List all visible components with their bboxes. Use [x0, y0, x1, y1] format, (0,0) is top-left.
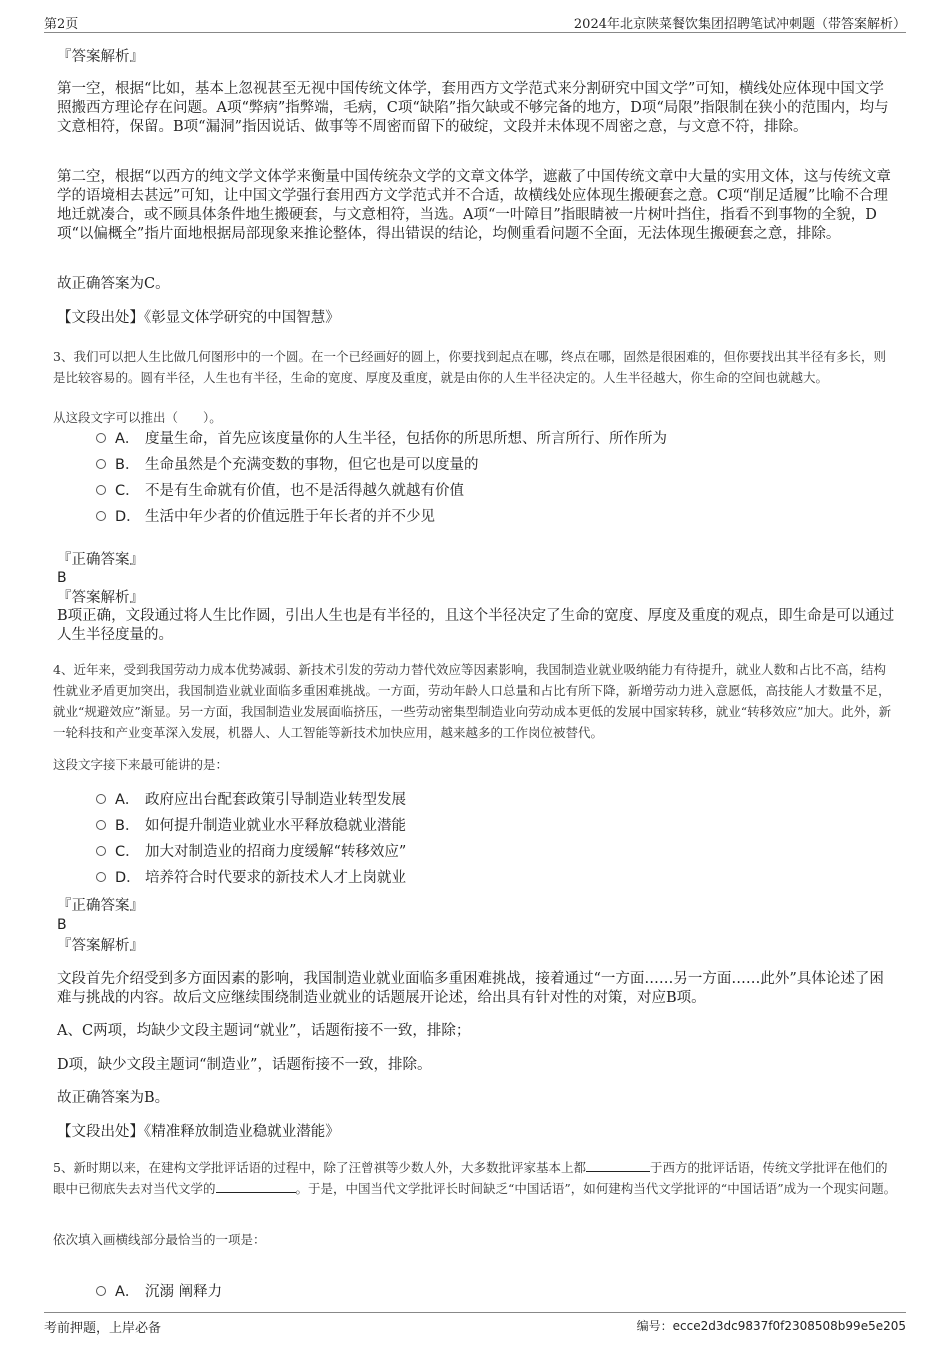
q2-analysis-label: 『答案解析』 — [57, 49, 144, 65]
q4-option-b[interactable]: B． 如何提升制造业就业水平释放稳就业潜能 — [96, 816, 406, 836]
q4-correct-answer: B — [57, 917, 67, 933]
q4-option-c[interactable]: C． 加大对制造业的招商力度缓解“转移效应” — [96, 842, 406, 862]
radio-icon[interactable] — [96, 485, 106, 495]
q4-option-a[interactable]: A． 政府应出台配套政策引导制造业转型发展 — [96, 790, 406, 810]
radio-icon[interactable] — [96, 872, 106, 882]
q4-analysis-para1: 文段首先介绍受到多方面因素的影响，我国制造业就业面临多重困难挑战，接着通过“一方面……另一方面……此外”具体论述了困难与挑战的内容。故后文应继续围绕制造业就业的话题展开论述，给出具有针对性的对策，对应B项。 — [57, 971, 884, 1006]
radio-icon[interactable] — [96, 511, 106, 521]
q5-ask: 依次填入画横线部分最恰当的一项是： — [53, 1232, 266, 1247]
q2-conclusion: 故正确答案为C。 — [57, 276, 170, 292]
page-footer — [44, 1312, 906, 1337]
q4-analysis-para3: D项，缺少文段主题词“制造业”，话题衔接不一致，排除。 — [57, 1057, 432, 1073]
q5-stem-part2: 于西方的批评话语，传统文学批评在他们的眼中已彻底失去对当代文学的 — [53, 1160, 888, 1196]
q5-stem-part3: 。于是，中国当代文学批评长时间缺乏“中国话语”，如何建构当代文学批评的“中国话语”成为一个现实问题。 — [295, 1181, 897, 1196]
radio-icon[interactable] — [96, 1286, 106, 1296]
q3-ask: 从这段文字可以推出（ ）。 — [53, 410, 222, 425]
q5-stem — [53, 1157, 898, 1199]
q3-analysis-label: 『答案解析』 — [57, 590, 144, 606]
q4-analysis-para2: A、C两项，均缺少文段主题词“就业”，话题衔接不一致，排除； — [57, 1023, 471, 1039]
q5-option-a[interactable]: A． 沉溺 阐释力 — [96, 1282, 222, 1302]
page-header — [44, 10, 906, 33]
q3-option-c[interactable]: C． 不是有生命就有价值，也不是活得越久就越有价值 — [96, 481, 464, 501]
q4-source: 【文段出处】《精准释放制造业稳就业潜能》 — [57, 1124, 340, 1140]
page-number: 第2页 — [44, 17, 79, 32]
document-title: 2024年北京陕菜餐饮集团招聘笔试冲刺题（带答案解析） — [573, 17, 906, 32]
q4-stem: 4、近年来，受到我国劳动力成本优势减弱、新技术引发的劳动力替代效应等因素影响，我国制造业就业吸纳能力有待提升，就业人数和占比不高，结构性就业矛盾更加突出，我国制造业就业面临多重困难挑战。一方面，劳动年龄人口总量和占比有所下降，新增劳动力进入意愿低，高技能人才数量不足，就业“规避效应”渐显。另一方面，我国制造业发展面临挤压，一些劳动密集型制造业向劳动成本更低的发展中国家转移，就业“转移效应”加大。此外，新一轮科技和产业变革深入发展，机器人、人工智能等新技术加快应用，越来越多的工作岗位被替代。 — [53, 662, 892, 740]
q3-analysis: B项正确，文段通过将人生比作圆，引出人生也是有半径的，且这个半径决定了生命的宽度、厚度及重度的观点，即生命是可以通过人生半径度量的。 — [57, 608, 895, 643]
document-id: 编号：ecce2d3dc9837f0f2308508b99e5e205 — [636, 1319, 906, 1333]
q3-correct-answer: B — [57, 570, 67, 586]
q4-correct-label: 『正确答案』 — [57, 898, 144, 914]
radio-icon[interactable] — [96, 846, 106, 856]
blank-2 — [216, 1180, 296, 1193]
q2-analysis-para1: 第一空，根据“比如，基本上忽视甚至无视中国传统文体学，套用西方文学范式来分割研究中国文学”可知，横线处应体现中国文学照搬西方理论存在问题。A项“弊病”指弊端，毛病，C项“缺陷”指欠缺或不够完备的地方，D项“局限”指限制在狭小的范围内，均与文意相符，保留。B项“漏洞”指因说话、做事等不周密而留下的破绽，文段并未体现不周密之意，与文意不符，排除。 — [57, 81, 889, 135]
footer-slogan: 考前押题，上岸必备 — [44, 1321, 162, 1336]
q4-option-d[interactable]: D． 培养符合时代要求的新技术人才上岗就业 — [96, 868, 406, 888]
radio-icon[interactable] — [96, 820, 106, 830]
radio-icon[interactable] — [96, 459, 106, 469]
q3-option-a[interactable]: A． 度量生命，首先应该度量你的人生半径，包括你的所思所想、所言所行、所作所为 — [96, 429, 667, 449]
q4-analysis-label: 『答案解析』 — [57, 938, 144, 954]
q3-correct-label: 『正确答案』 — [57, 552, 144, 568]
q2-analysis-para2: 第二空，根据“以西方的纯文学文体学来衡量中国传统杂文学的文章文体学，遮蔽了中国传统文章中大量的实用文体，这与传统文章学的语境相去甚远”可知，让中国文学强行套用西方文学范式并不合适，故横线处应体现生搬硬套之意。C项“削足适履”比喻不合理地迁就凑合，或不顾具体条件地生搬硬套，与文意相符，当选。A项“一叶障目”指眼睛被一片树叶挡住，指看不到事物的全貌，D项“以偏概全”指片面地根据局部现象来推论整体，得出错误的结论，均侧重看问题不全面，无法体现生搬硬套之意，排除。 — [57, 169, 891, 242]
q2-source: 【文段出处】《彰显文体学研究的中国智慧》 — [57, 310, 340, 326]
q3-option-d[interactable]: D． 生活中年少者的价值远胜于年长者的并不少见 — [96, 507, 435, 527]
radio-icon[interactable] — [96, 794, 106, 804]
q3-option-b[interactable]: B． 生命虽然是个充满变数的事物，但它也是可以度量的 — [96, 455, 479, 475]
radio-icon[interactable] — [96, 433, 106, 443]
q5-stem-part1: 5、新时期以来，在建构文学批评话语的过程中，除了汪曾祺等少数人外，大多数批评家基本上都 — [53, 1160, 586, 1175]
q4-conclusion: 故正确答案为B。 — [57, 1090, 170, 1106]
q4-ask: 这段文字接下来最可能讲的是： — [53, 757, 229, 772]
q3-stem: 3、我们可以把人生比做几何图形中的一个圆。在一个已经画好的圆上，你要找到起点在哪，终点在哪，固然是很困难的，但你要找出其半径有多长，则是比较容易的。圆有半径，人生也有半径，生命的宽度、厚度及重度，就是由你的人生半径决定的。人生半径越大，你生命的空间也就越大。 — [53, 349, 886, 385]
blank-1 — [586, 1159, 650, 1172]
